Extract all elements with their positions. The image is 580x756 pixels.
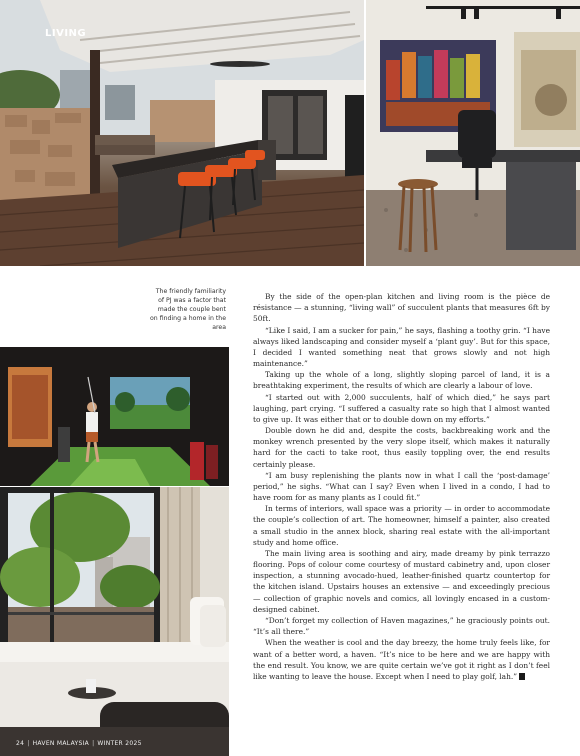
study-illustration bbox=[366, 0, 580, 266]
golf-simulator-photo bbox=[0, 347, 229, 486]
end-of-article-icon bbox=[519, 673, 525, 680]
article-paragraph: Taking up the whole of a long, slightly sloping parcel of land, it is a breathtaking experiment, the results of which are clearly a labour of love. bbox=[253, 370, 550, 391]
page-footer: 24 | HAVEN MALAYSIA | WINTER 2025 bbox=[16, 740, 142, 747]
article-paragraph: “I am busy replenishing the plants now in what I call the ‘post-damage’ period,” he sighs. “What can I say? Even when I lived in a condo, I had to have room for as many plants as I could fit.” bbox=[253, 470, 550, 503]
article-paragraph-last bbox=[253, 637, 550, 682]
page-number: 24 bbox=[16, 740, 25, 747]
article-paragraph: “Don’t forget my collection of Haven magazines,” he graciously points out. “It’s all there.” bbox=[253, 615, 550, 637]
section-label: LIVING bbox=[45, 28, 87, 39]
terrace-illustration bbox=[0, 0, 364, 266]
photo-caption: The friendly familiarity of PJ was a factor that made the couple bent on finding a home in the area bbox=[150, 288, 226, 331]
article-paragraph: “I started out with 2,000 succulents, half of which died,” he says part laughing, part crying. “I suffered a casualty rate so high that I almost wanted to give up. It was either that or to double down on my efforts.” bbox=[253, 392, 550, 424]
study-photo bbox=[366, 0, 580, 266]
article-paragraph: Double down he did and, despite the costs, backbreaking work and the monkey wrench presented by the very slope itself, which makes it naturally hard for the cacti to take root, thus easily toppling over, the end results certainly please. bbox=[253, 426, 550, 469]
article-paragraph: In terms of interiors, wall space was a priority — in order to accommodate the couple’s collection of art. The homeowner, himself a painter, also created a small studio in the annex block, sharing real estate with the all-important study and home office. bbox=[253, 504, 550, 547]
article-paragraph: “Like I said, I am a sucker for pain,” he says, flashing a toothy grin. “I have always liked landscaping and consider myself a ‘plant guy’. But for this space, I decided I wanted something neat that grows slowly and not high maintenance.” bbox=[253, 325, 550, 369]
bedroom-illustration bbox=[0, 487, 229, 756]
article-last-text: When the weather is cool and the day breezy, the home truly feels like, for want of a better word, a haven. “It’s nice to be here and we are happy with the end result. You know, we are quite certain we’ve got it right as I don’t feel like wanting to leave the house. Except when I need to play golf, lah.” bbox=[253, 638, 550, 681]
golf-illustration bbox=[0, 347, 229, 486]
bedroom-photo bbox=[0, 487, 229, 756]
issue-name: WINTER 2025 bbox=[97, 740, 142, 747]
article-paragraph: The main living area is soothing and airy, made dreamy by pink terrazzo flooring. Pops of colour come courtesy of mustard cabinetry and, upon closer inspection, a stunning avocado-hued, leather-finished quartz countertop for the kitchen island. Upstairs houses an extensive — and exceedingly precious — collection of graphic novels and comics, all lovingly encased in a custom-designed cabinet. bbox=[253, 548, 550, 614]
article-body bbox=[253, 291, 550, 682]
article-paragraph: By the side of the open-plan kitchen and living room is the pièce de résistance — a stunning, “living wall” of succulent plants that measures 6ft by 50ft. bbox=[253, 292, 550, 324]
magazine-name: HAVEN MALAYSIA bbox=[32, 740, 90, 747]
terrace-photo bbox=[0, 0, 364, 266]
